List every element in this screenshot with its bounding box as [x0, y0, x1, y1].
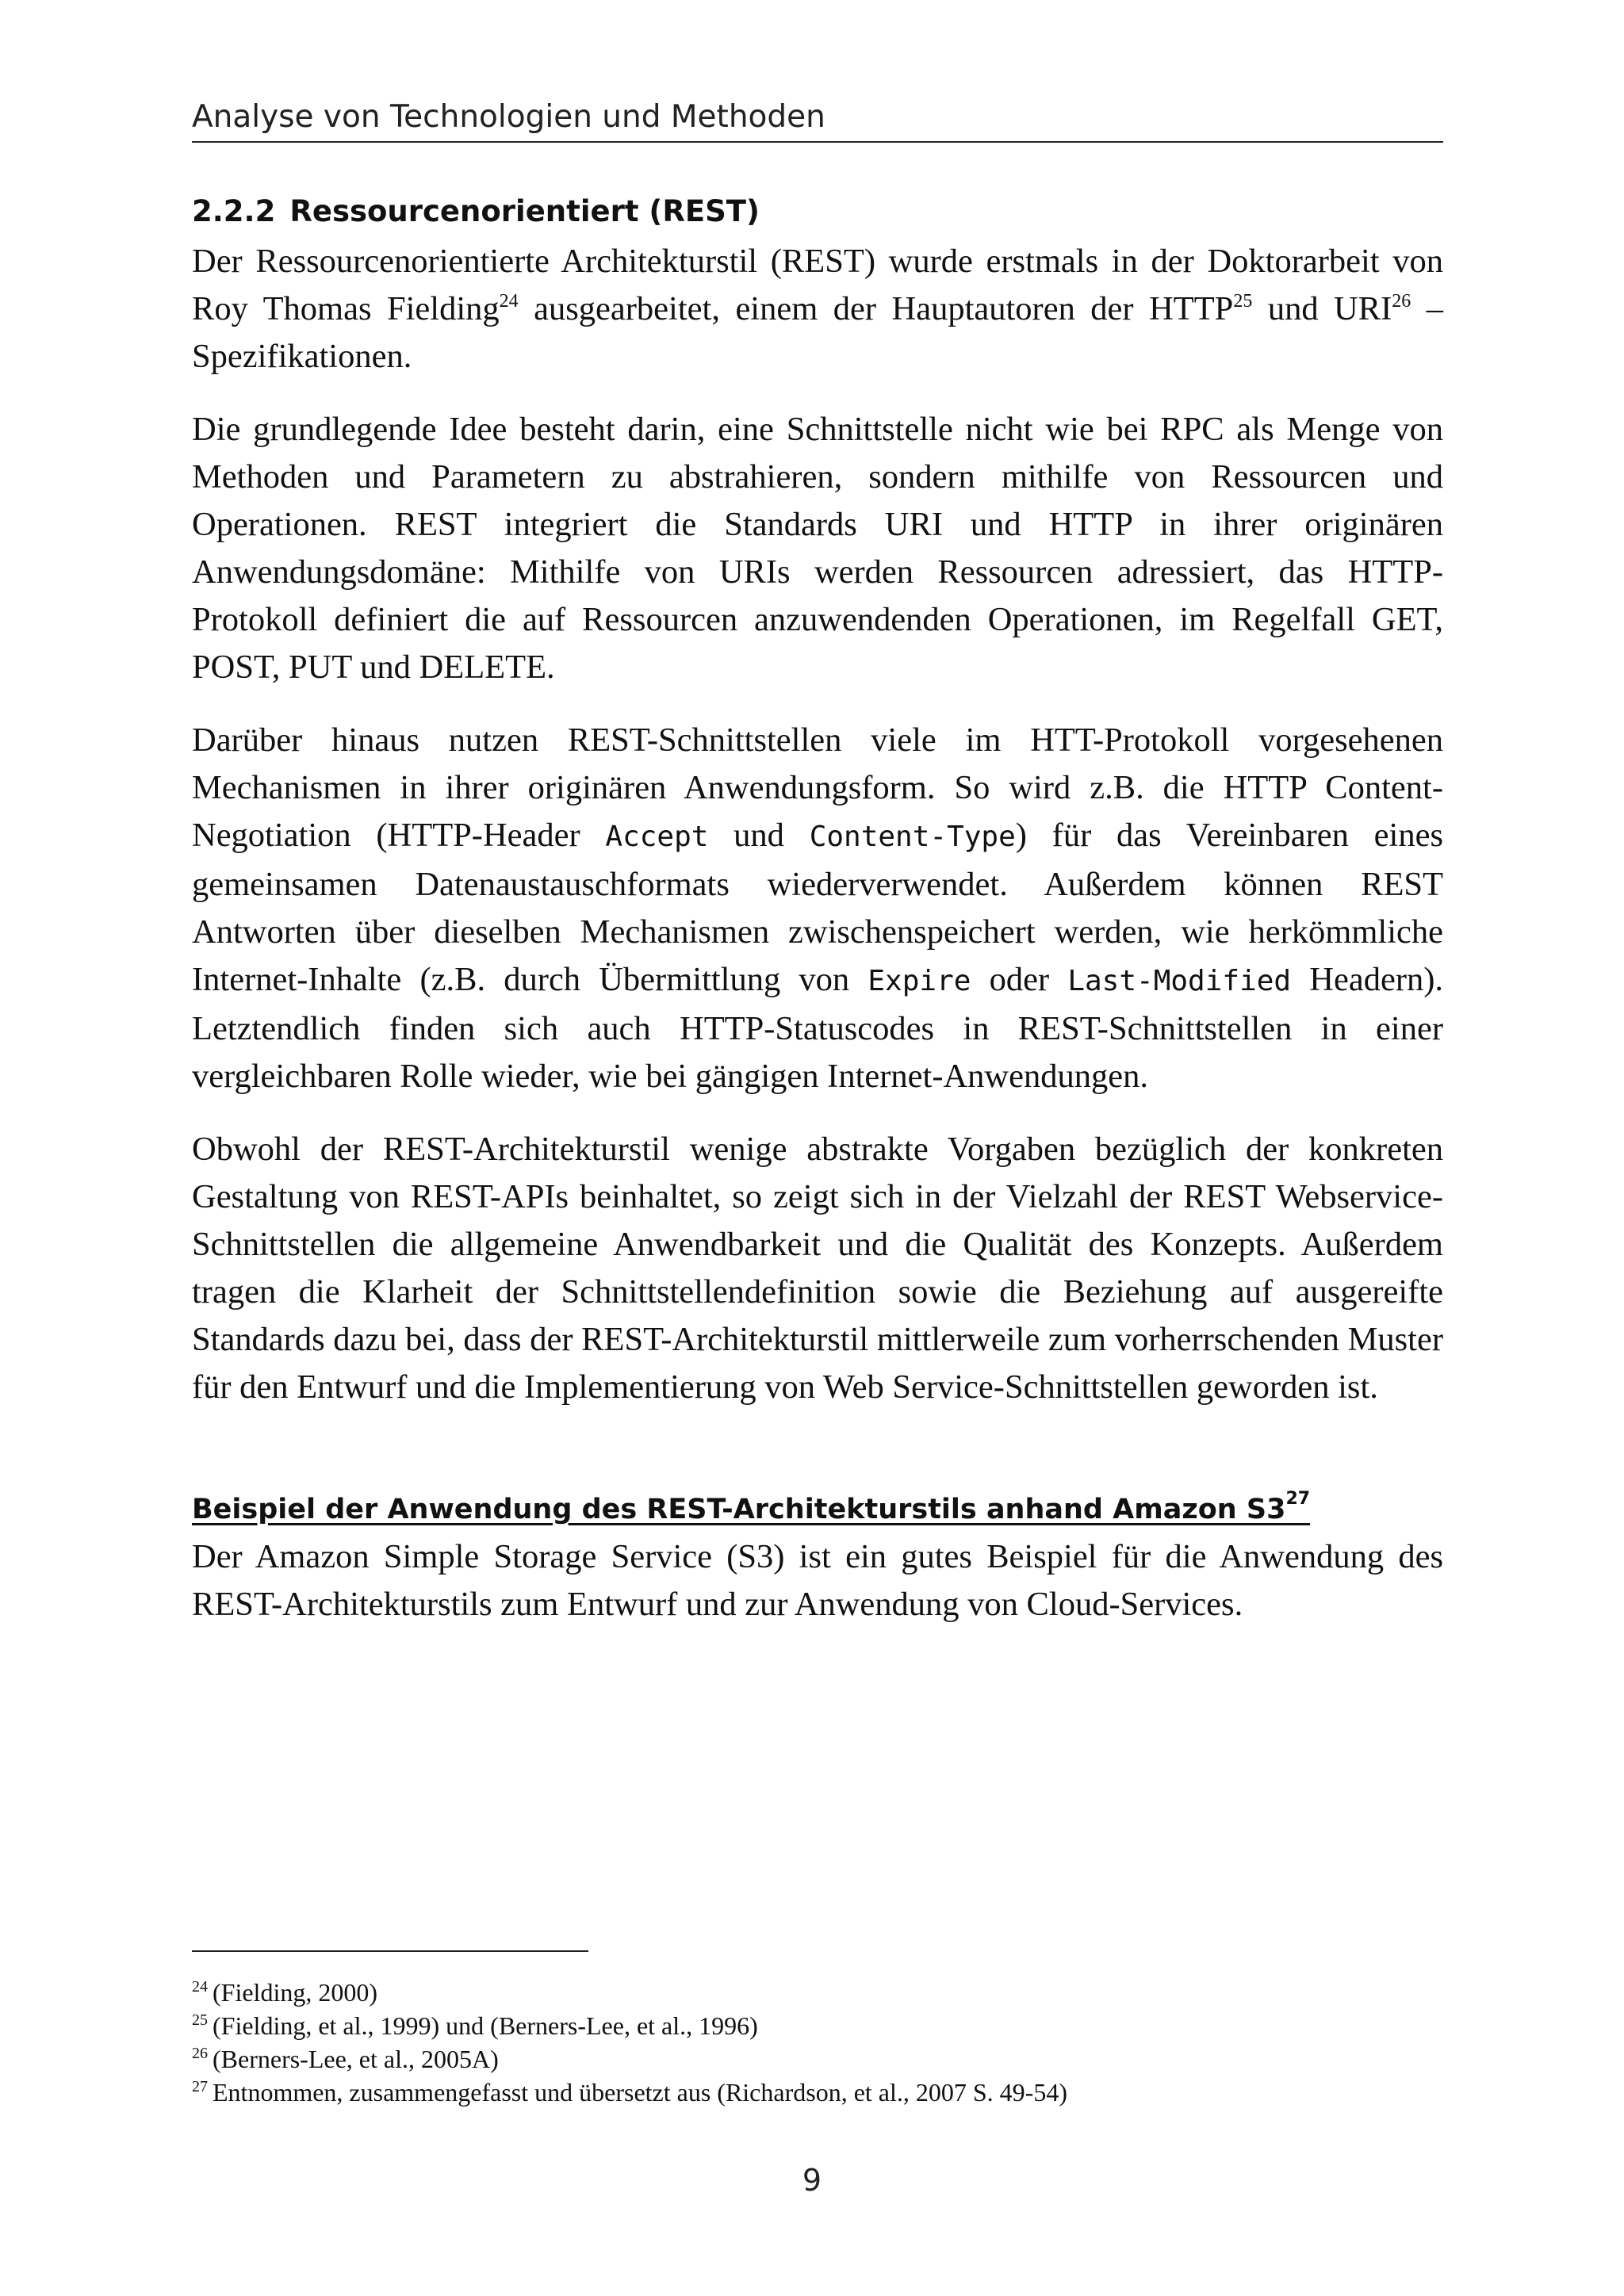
text-run: und URI: [1252, 290, 1392, 327]
text-run: und: [708, 817, 810, 854]
footnote: [192, 1976, 1443, 2009]
inline-code: Accept: [605, 821, 709, 853]
inline-code: Content-Type: [809, 821, 1016, 853]
footnote-ref: 27: [1285, 1489, 1311, 1509]
footnote-ref: 26: [1392, 291, 1411, 312]
text-run: Der Ressourcenorientierte Architekturstil (REST) wurde erstmals in der Doktorarbeit von Roy Thomas Fielding: [192, 243, 1443, 327]
paragraph-4: Obwohl der REST-Architekturstil wenige abstrakte Vorgaben bezüglich der konkreten Gestaltung von REST-APIs beinhaltet, so zeigt sich in der Vielzahl der REST Webservice-Schnittstellen die allgemeine Anwendbarkeit und die Qualität des Konzepts. Außerdem tragen die Klarheit der Schnittstellendefinition sowie die Beziehung auf ausgereifte Standards dazu bei, dass der REST-Architekturstil mittlerweile zum vorherrschenden Muster für den Entwurf und die Implementierung von Web Service-Schnittstellen geworden ist.: [192, 1131, 1443, 1406]
text-run: Darüber hinaus nutzen REST-Schnittstellen viele im HTT-Protokoll vorgesehenen Mechanismen in ihrer originären Anwendungsform. So wird z.B. die HTTP Content-Negotiation (HTTP-Header: [192, 721, 1443, 854]
body-text-2: [192, 1533, 1443, 1628]
footnote-ref: 25: [1233, 291, 1253, 312]
footnote-number: 25: [192, 2011, 208, 2029]
footnote-number: 26: [192, 2045, 208, 2062]
footnotes: [192, 1976, 1443, 2109]
paragraph-3: [192, 717, 1443, 1100]
footnote-text: Entnommen, zusammengefasst und übersetzt aus (Richardson, et al., 2007 S. 49-54): [213, 2078, 1067, 2107]
footnote-divider: [192, 1950, 588, 1952]
section-title: Ressourcenorientiert (REST): [289, 194, 760, 228]
footnote-ref: 24: [499, 291, 519, 312]
body-text: [192, 238, 1443, 1411]
footnote-text: (Fielding, et al., 1999) und (Berners-Lee, et al., 1996): [213, 2011, 758, 2040]
section-heading: [192, 194, 760, 228]
inline-code: Last-Modified: [1067, 965, 1292, 997]
footnote: [192, 2042, 1443, 2076]
paragraph-5: Der Amazon Simple Storage Service (S3) ist ein gutes Beispiel für die Anwendung des REST-Architekturstils zum Entwurf und zur Anwendung von Cloud-Services.: [192, 1538, 1443, 1623]
footnote: [192, 2076, 1443, 2109]
running-head: Analyse von Technologien und Methoden: [192, 94, 1443, 143]
subheading-text: Beispiel der Anwendung des REST-Architekturstils anhand Amazon S3: [192, 1494, 1286, 1525]
text-run: – Spezifikationen.: [192, 290, 1443, 375]
footnote-text: (Berners-Lee, et al., 2005A): [213, 2045, 499, 2073]
footnote-number: 27: [192, 2078, 208, 2095]
footnote: [192, 2009, 1443, 2042]
text-run: oder: [971, 961, 1068, 998]
text-run: Headern). Letztendlich finden sich auch HTTP-Statuscodes in REST-Schnittstellen in einer vergleichbaren Rolle wieder, wie bei gängigen Internet-Anwendungen.: [192, 961, 1443, 1095]
paragraph-1: [192, 238, 1443, 381]
section-number: 2.2.2: [192, 194, 276, 228]
footnote-number: 24: [192, 1978, 208, 1996]
text-run: ausgearbeitet, einem der Hauptautoren der HTTP: [518, 290, 1234, 327]
text-run: ) für das Vereinbaren eines gemeinsamen Datenaustauschformats wiederverwendet. Außerdem können REST Antworten über dieselben Mechanismen zwischenspeichert werden, wie herkömmliche Internet-Inhalte (z.B. durch Übermittlung von: [192, 817, 1443, 998]
paragraph-2: Die grundlegende Idee besteht darin, eine Schnittstelle nicht wie bei RPC als Menge von Methoden und Parametern zu abstrahieren, sondern mithilfe von Ressourcen und Operationen. REST integriert die Standards URI und HTTP in ihrer originären Anwendungsdomäne: Mithilfe von URIs werden Ressourcen adressiert, das HTTP-Protokoll definiert die auf Ressourcen anzuwendenden Operationen, im Regelfall GET, POST, PUT und DELETE.: [192, 411, 1443, 686]
footnote-text: (Fielding, 2000): [213, 1978, 377, 2007]
page-number: 9: [802, 2163, 822, 2198]
subheading: [192, 1489, 1311, 1525]
inline-code: Expire: [868, 965, 971, 997]
